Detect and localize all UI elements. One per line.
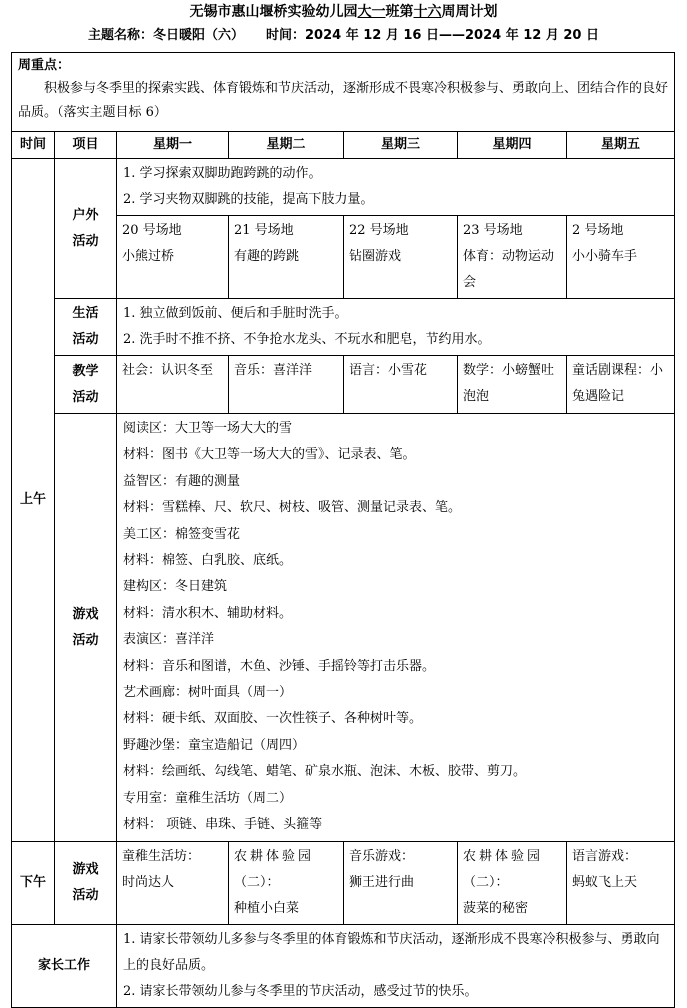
afternoon-thursday	[458, 842, 567, 925]
teaching-thursday: 数学：小螃蟹吐泡泡	[458, 356, 567, 414]
plan-table	[11, 52, 675, 1008]
teaching-friday: 童话剧课程：小兔遇险记	[567, 356, 675, 414]
afternoon-label: 下午	[12, 842, 55, 925]
life-item-1: 1. 独立做到饭前、便后和手脏时洗手。	[123, 306, 348, 321]
header-thursday: 星期四	[458, 132, 567, 159]
afternoon-line: 童稚生活坊：	[122, 849, 201, 864]
parents-items	[117, 925, 675, 1008]
header-friday: 星期五	[567, 132, 675, 159]
game-materials: 材料：音乐和图谱，木鱼、沙锤、手摇铃等打击乐器。	[123, 658, 436, 674]
game-area-building: 建构区：冬日建筑	[123, 579, 228, 595]
title-week: 十六	[413, 4, 442, 20]
game-areas	[117, 414, 675, 842]
morning-label: 上午	[12, 159, 55, 842]
outdoor-place: 22 号场地	[349, 223, 409, 238]
date-range: 时间：2024 年 12 月 16 日——2024 年 12 月 20 日	[266, 28, 599, 43]
life-item-2: 2. 洗手时不推不挤、不争抢水龙头、不玩水和肥皂，节约用水。	[123, 332, 491, 347]
focus-row	[12, 53, 675, 132]
header-item: 项目	[55, 132, 117, 159]
title-class: 大一	[357, 4, 386, 20]
header-time: 时间	[12, 132, 55, 159]
outdoor-tuesday	[229, 216, 344, 299]
afternoon-line: 音乐游戏：	[349, 849, 415, 864]
afternoon-line: 语言游戏：	[572, 849, 638, 864]
outdoor-thursday	[458, 216, 567, 299]
title-suffix: 周周计划	[441, 4, 498, 20]
afternoon-game-label	[55, 842, 117, 925]
teaching-tuesday: 音乐：喜洋洋	[229, 356, 344, 414]
teaching-monday: 社会：认识冬至	[117, 356, 229, 414]
teaching-row	[12, 356, 675, 414]
game-area-reading: 阅读区：大卫等一场大大的雪	[123, 421, 293, 436]
afternoon-friday	[567, 842, 675, 925]
outdoor-label	[55, 159, 117, 299]
afternoon-wednesday	[344, 842, 458, 925]
game-materials: 材料：棉签、白乳胶、底纸。	[123, 553, 293, 569]
outdoor-place: 21 号场地	[234, 223, 294, 238]
outdoor-label-1: 户外	[72, 207, 99, 223]
title-mid: 班第	[385, 4, 414, 20]
outdoor-goal-1: 1. 学习探索双脚助跑跨跳的动作。	[123, 166, 322, 181]
game-materials: 材料：雪糕棒、尺、软尺、树枝、吸管、测量记录表、笔。	[123, 500, 462, 516]
outdoor-label-2: 活动	[72, 233, 99, 249]
game-area-performance: 表演区：喜洋洋	[123, 632, 215, 648]
life-items	[117, 299, 675, 356]
life-label	[55, 299, 117, 356]
outdoor-goals-row	[12, 159, 675, 216]
game-area-sandcastle: 野趣沙堡：童宝造船记（周四）	[123, 737, 306, 753]
afternoon-line: （二）：	[463, 875, 509, 890]
game-row	[12, 414, 675, 842]
game-materials: 材料：硬卡纸、双面胶、一次性筷子、各种树叶等。	[123, 711, 423, 727]
focus-cell	[12, 53, 675, 132]
focus-text: 积极参与冬季里的探索实践、体育锻炼和节庆活动，逐渐形成不畏寒冷积极参与、勇敢向上、团结合作的良好品质。（落实主题目标 6）	[18, 81, 669, 120]
outdoor-activity: 体育：动物运动会	[463, 249, 555, 290]
game-area-art: 美工区：棉签变雪花	[123, 526, 241, 542]
outdoor-monday	[117, 216, 229, 299]
afternoon-game-label-1: 游戏	[72, 862, 99, 877]
outdoor-activity: 钻圈游戏	[349, 249, 402, 264]
teaching-label-2: 活动	[72, 389, 99, 405]
outdoor-wednesday	[344, 216, 458, 299]
focus-label: 周重点：	[18, 58, 71, 73]
teaching-wednesday: 语言：小雪花	[344, 356, 458, 414]
afternoon-tuesday	[229, 842, 344, 925]
parents-item-1: 1. 请家长带领幼儿多参与冬季里的体育锻炼和节庆活动，逐渐形成不畏寒冷积极参与、勇敢向上的良好品质。	[123, 932, 660, 973]
afternoon-monday	[117, 842, 229, 925]
game-area-special-room: 专用室：童稚生活坊（周二）	[123, 790, 293, 806]
life-row	[12, 299, 675, 356]
header-tuesday: 星期二	[229, 132, 344, 159]
outdoor-activity: 有趣的跨跳	[234, 249, 300, 264]
outdoor-goal-2: 2. 学习夹物双脚跳的技能，提高下肢力量。	[123, 192, 374, 207]
afternoon-line: 狮王进行曲	[349, 875, 415, 890]
outdoor-activity: 小熊过桥	[122, 249, 175, 264]
game-label-2: 活动	[72, 632, 99, 648]
document-subtitle	[0, 26, 687, 46]
game-materials: 材料： 项链、串珠、手链、头箍等	[123, 817, 323, 833]
theme-name: 主题名称：冬日暖阳（六）	[87, 28, 244, 43]
afternoon-line: 时尚达人	[122, 875, 175, 890]
game-materials: 材料：绘画纸、勾线笔、蜡笔、矿泉水瓶、泡沫、木板、胶带、剪刀。	[123, 764, 527, 780]
game-area-gallery: 艺术画廊：树叶面具（周一）	[123, 685, 293, 701]
afternoon-line: 种植小白菜	[234, 901, 300, 916]
afternoon-line: 蚂蚁飞上天	[572, 875, 638, 890]
teaching-label-1: 教学	[72, 363, 99, 379]
parents-row	[12, 925, 675, 1008]
game-materials: 材料：图书《大卫等一场大大的雪》、记录表、笔。	[123, 447, 416, 463]
afternoon-line: 农耕体验园	[463, 849, 544, 864]
column-header-row	[12, 132, 675, 159]
game-materials: 材料：清水积木、辅助材料。	[123, 605, 293, 621]
afternoon-line: 农耕体验园	[234, 849, 315, 864]
outdoor-place: 20 号场地	[122, 223, 182, 238]
game-area-puzzle: 益智区：有趣的测量	[123, 473, 241, 489]
parents-item-2: 2. 请家长带领幼儿参与冬季里的节庆活动，感受过节的快乐。	[123, 984, 478, 999]
afternoon-line: 菠菜的秘密	[463, 901, 529, 916]
life-label-1: 生活	[72, 306, 99, 321]
header-monday: 星期一	[117, 132, 229, 159]
title-school: 无锡市惠山堰桥实验幼儿园	[189, 4, 358, 20]
afternoon-game-label-2: 活动	[72, 888, 99, 903]
game-label-1: 游戏	[72, 606, 99, 622]
game-label	[55, 414, 117, 842]
outdoor-place: 23 号场地	[463, 223, 523, 238]
teaching-label	[55, 356, 117, 414]
life-label-2: 活动	[72, 332, 99, 347]
outdoor-place: 2 号场地	[572, 223, 624, 238]
outdoor-friday	[567, 216, 675, 299]
afternoon-row	[12, 842, 675, 925]
outdoor-activity: 小小骑车手	[572, 249, 638, 264]
header-wednesday: 星期三	[344, 132, 458, 159]
outdoor-goals	[117, 159, 675, 216]
afternoon-line: （二）：	[234, 875, 280, 890]
parents-label: 家长工作	[12, 925, 117, 1008]
document-title	[0, 2, 687, 22]
